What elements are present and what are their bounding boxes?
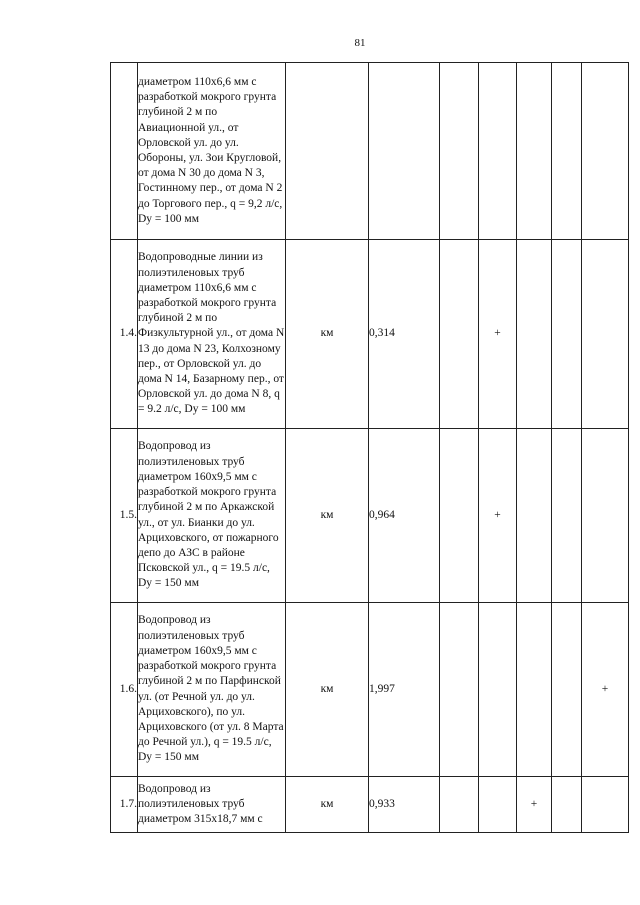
row-mark-5 [582, 777, 629, 833]
pipeline-table [110, 62, 629, 833]
table-row [111, 603, 629, 777]
row-mark-5 [582, 429, 629, 603]
row-description: Водопроводные линии из полиэтиленовых труб диаметром 110х6,6 мм с разработкой мокрого грунта глубиной 2 м по Физкультурной ул., от дома N 13 до дома N 23, Колхозному пер., от Орловской ул. до дома N 14, Базарному пер., от Орловской ул. до дома N 8, q = 9.2 л/с, Dy = 100 мм [138, 240, 286, 429]
row-description: диаметром 110х6,6 мм с разработкой мокрого грунта глубиной 2 м по Авиационной ул., от Орловской ул. до ул. Обороны, ул. Зои Кругловой, от дома N 30 до дома N 3, Гостинному пер., от дома N 2 до Торгового пер., q = 9,2 л/с, Dy = 100 мм [138, 63, 286, 240]
row-mark-1 [440, 603, 479, 777]
row-description: Водопровод из полиэтиленовых труб диаметром 160х9,5 мм с разработкой мокрого грунта глубиной 2 м по Аркажской ул., от ул. Бианки до ул. Арциховского, от пожарного депо до АЗС в районе Псковской ул., q = 19.5 л/с, Dy = 150 мм [138, 429, 286, 603]
row-mark-4 [552, 240, 582, 429]
row-mark-2: + [479, 240, 517, 429]
row-mark-1 [440, 429, 479, 603]
row-description: Водопровод из полиэтиленовых труб диаметром 160х9,5 мм с разработкой мокрого грунта глубиной 2 м по Парфинской ул. (от Речной ул. до ул. Арциховского), по ул. Арциховского (от ул. 8 Марта до Речной ул.), q = 19.5 л/с, Dy = 150 мм [138, 603, 286, 777]
row-length: 0,933 [369, 777, 440, 833]
table-row [111, 429, 629, 603]
row-description: Водопровод из полиэтиленовых труб диаметром 315х18,7 мм с [138, 777, 286, 833]
row-mark-5 [582, 63, 629, 240]
row-mark-4 [552, 63, 582, 240]
row-unit: км [286, 240, 369, 429]
table-row [111, 63, 629, 240]
row-mark-1 [440, 240, 479, 429]
row-unit [286, 63, 369, 240]
row-unit: км [286, 603, 369, 777]
row-length [369, 63, 440, 240]
table-row [111, 240, 629, 429]
row-mark-2: + [479, 429, 517, 603]
row-length: 1,997 [369, 603, 440, 777]
row-number: 1.6. [111, 603, 138, 777]
row-length: 0,314 [369, 240, 440, 429]
row-unit: км [286, 429, 369, 603]
row-mark-3 [517, 63, 552, 240]
row-mark-3 [517, 603, 552, 777]
row-mark-4 [552, 777, 582, 833]
row-number: 1.7. [111, 777, 138, 833]
row-mark-1 [440, 63, 479, 240]
row-mark-2 [479, 603, 517, 777]
row-mark-2 [479, 63, 517, 240]
row-mark-3: + [517, 777, 552, 833]
row-mark-1 [440, 777, 479, 833]
row-mark-4 [552, 603, 582, 777]
row-unit: км [286, 777, 369, 833]
row-length: 0,964 [369, 429, 440, 603]
row-mark-5 [582, 240, 629, 429]
row-mark-3 [517, 429, 552, 603]
row-mark-3 [517, 240, 552, 429]
page-number: 81 [354, 37, 366, 49]
row-mark-5: + [582, 603, 629, 777]
row-number [111, 63, 138, 240]
row-mark-2 [479, 777, 517, 833]
table-row [111, 777, 629, 833]
row-number: 1.5. [111, 429, 138, 603]
row-mark-4 [552, 429, 582, 603]
row-number: 1.4. [111, 240, 138, 429]
